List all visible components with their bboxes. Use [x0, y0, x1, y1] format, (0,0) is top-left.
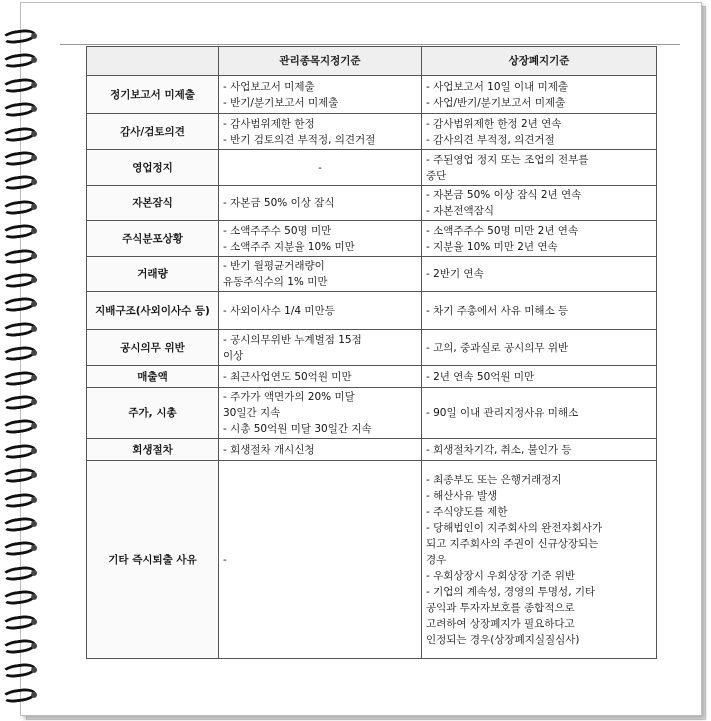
spiral-ring	[1, 320, 36, 338]
row-criterion-label: 기타 즉시퇴출 사유	[87, 461, 219, 659]
delisting-criteria-cell	[422, 461, 657, 659]
managed-criteria-cell	[219, 221, 422, 257]
spiral-ring	[1, 345, 36, 363]
delisting-criteria-cell	[422, 439, 657, 461]
header-delisting-criteria: 상장폐지기준	[422, 47, 657, 76]
delisting-criteria-line: - 사업/반기/분기보고서 미제출	[426, 96, 566, 109]
row-criterion-label: 회생절차	[87, 439, 219, 461]
managed-criteria-cell	[219, 461, 422, 659]
managed-criteria-cell	[219, 150, 422, 186]
top-rule	[60, 44, 680, 45]
delisting-criteria-cell	[422, 388, 657, 439]
spiral-ring	[1, 662, 36, 680]
delisting-criteria-cell	[422, 366, 657, 388]
spiral-ring	[1, 638, 36, 656]
delisting-criteria-line: - 주식양도를 제한	[426, 505, 508, 518]
table-row	[87, 366, 657, 388]
delisting-criteria-line: - 90일 이내 관리지정사유 미해소	[426, 407, 579, 419]
spiral-ring	[1, 52, 36, 70]
spiral-ring	[1, 247, 36, 265]
delisting-criteria-cell	[422, 150, 657, 186]
row-criterion-label: 주가, 시총	[87, 388, 219, 439]
managed-criteria-line: - 소액주주수 50명 미만	[223, 224, 332, 237]
delisting-criteria-line: - 기업의 계속성, 경영의 투명성, 기타	[426, 585, 596, 598]
spiral-ring	[1, 394, 36, 412]
delisting-criteria-line: - 주된영업 정지 또는 조업의 전부를	[426, 153, 589, 166]
delisting-criteria-line: - 최종부도 또는 은행거래정지	[426, 473, 562, 486]
table-row	[87, 186, 657, 221]
managed-criteria-line: - 반기 검토의견 부적정, 의견거절	[223, 133, 376, 146]
managed-criteria-line: - 주가가 액면가의 20% 미달	[223, 391, 355, 403]
managed-criteria-line: - 공시의무위반 누계벌점 15점	[223, 333, 362, 346]
managed-criteria-line: 이상	[223, 349, 244, 362]
table-row	[87, 150, 657, 186]
row-criterion-label: 주식분포상황	[87, 221, 219, 257]
delisting-criteria-line: - 자본금 50% 이상 잠식 2년 연속	[426, 189, 582, 201]
managed-criteria-line: - 반기/분기보고서 미제출	[223, 96, 339, 109]
spiral-ring	[1, 223, 36, 241]
delisting-criteria-line: - 지분율 10% 미만 2년 연속	[426, 240, 558, 253]
delisting-criteria-cell	[422, 257, 657, 292]
managed-criteria-line: - 회생절차 개시신청	[223, 443, 315, 456]
managed-criteria-cell	[219, 330, 422, 366]
managed-criteria-cell	[219, 439, 422, 461]
criteria-table-container	[86, 46, 656, 659]
spiral-ring	[1, 272, 36, 290]
managed-criteria-line: -	[318, 161, 322, 174]
spiral-ring	[1, 442, 36, 460]
delisting-criteria-cell	[422, 292, 657, 330]
managed-criteria-line: 유동주식수의 1% 미만	[223, 276, 328, 288]
delisting-criteria-line: - 우회상장시 우회상장 기준 위반	[426, 569, 575, 582]
spiral-ring	[1, 540, 36, 558]
managed-criteria-line: - 사외이사수 1/4 미만등	[223, 304, 335, 317]
delisting-criteria-line: 되고 지주회사의 주권이 신규상장되는	[426, 537, 599, 550]
spiral-ring	[1, 76, 36, 94]
spiral-ring	[1, 125, 36, 143]
spiral-ring	[1, 516, 36, 534]
row-criterion-label: 공시의무 위반	[87, 330, 219, 366]
spiral-ring	[1, 101, 36, 119]
table-row	[87, 388, 657, 439]
delisting-criteria-cell	[422, 76, 657, 114]
delisting-criteria-cell	[422, 186, 657, 221]
delisting-criteria-line: 경우	[426, 553, 447, 566]
managed-criteria-line: - 자본금 50% 이상 잠식	[223, 197, 335, 209]
delisting-criteria-line: - 2년 연속 50억원 미만	[426, 370, 535, 383]
table-row	[87, 292, 657, 330]
delisting-criteria-line: - 해산사유 발생	[426, 489, 498, 502]
row-criterion-label: 정기보고서 미제출	[87, 76, 219, 114]
spiral-ring	[1, 613, 36, 631]
spiral-ring	[1, 564, 36, 582]
row-criterion-label: 감사/검토의견	[87, 114, 219, 150]
managed-criteria-cell	[219, 388, 422, 439]
delisting-criteria-cell	[422, 330, 657, 366]
table-row	[87, 221, 657, 257]
managed-criteria-line: - 소액주주 지분율 10% 미만	[223, 240, 355, 253]
managed-criteria-cell	[219, 292, 422, 330]
header-corner	[87, 47, 219, 76]
delisting-criteria-line: - 감사범위제한 한정 2년 연속	[426, 117, 562, 130]
delisting-criteria-line: 공익과 투자자보호를 종합적으로	[426, 601, 575, 614]
delisting-criteria-line: - 감사의견 부적정, 의견거절	[426, 133, 555, 146]
row-criterion-label: 영업정지	[87, 150, 219, 186]
table-row	[87, 330, 657, 366]
table-header-row	[87, 47, 657, 76]
header-managed-criteria: 관리종목지정기준	[219, 47, 422, 76]
managed-criteria-cell	[219, 76, 422, 114]
spiral-ring	[1, 150, 36, 168]
delisting-criteria-line: - 당해법인이 지주회사의 완전자회사가	[426, 521, 603, 534]
managed-criteria-line: -	[223, 553, 227, 566]
spiral-ring	[1, 28, 36, 46]
delisting-criteria-line: - 고의, 중과실로 공시의무 위반	[426, 341, 569, 354]
spiral-ring	[1, 491, 36, 509]
delisting-criteria-line: - 소액주주수 50명 미만 2년 연속	[426, 224, 579, 237]
delisting-criteria-line: - 차기 주총에서 사유 미해소 등	[426, 304, 569, 317]
spiral-ring	[1, 174, 36, 192]
criteria-table	[86, 46, 657, 659]
spiral-ring	[1, 686, 36, 704]
managed-criteria-line: - 반기 월평균거래량이	[223, 260, 325, 272]
managed-criteria-line: 30일간 지속	[223, 407, 281, 419]
spiral-binding	[0, 0, 44, 721]
spiral-ring	[1, 198, 36, 216]
spiral-ring	[1, 418, 36, 436]
delisting-criteria-line: - 회생절차기각, 취소, 불인가 등	[426, 443, 572, 456]
delisting-criteria-line: 중단	[426, 169, 447, 182]
row-criterion-label: 자본잠식	[87, 186, 219, 221]
spiral-ring	[1, 296, 36, 314]
managed-criteria-cell	[219, 186, 422, 221]
managed-criteria-line: - 감사범위제한 한정	[223, 117, 315, 130]
delisting-criteria-cell	[422, 221, 657, 257]
delisting-criteria-line: - 자본전액잠식	[426, 205, 494, 217]
row-criterion-label: 거래량	[87, 257, 219, 292]
delisting-criteria-line: 인정되는 경우(상장폐지실질심사)	[426, 633, 580, 646]
managed-criteria-cell	[219, 114, 422, 150]
delisting-criteria-line: - 2반기 연속	[426, 268, 484, 280]
managed-criteria-line: - 최근사업연도 50억원 미만	[223, 370, 352, 383]
row-criterion-label: 지배구조(사외이사수 등)	[87, 292, 219, 330]
managed-criteria-cell	[219, 257, 422, 292]
managed-criteria-line: - 시총 50억원 미달 30일간 지속	[223, 423, 372, 435]
table-row	[87, 257, 657, 292]
spiral-ring	[1, 369, 36, 387]
table-row	[87, 461, 657, 659]
spiral-ring	[1, 467, 36, 485]
table-row	[87, 439, 657, 461]
spiral-ring	[1, 589, 36, 607]
table-row	[87, 76, 657, 114]
row-criterion-label: 매출액	[87, 366, 219, 388]
table-row	[87, 114, 657, 150]
delisting-criteria-cell	[422, 114, 657, 150]
delisting-criteria-line: 고려하여 상장폐지가 필요하다고	[426, 617, 575, 630]
delisting-criteria-line: - 사업보고서 10일 이내 미제출	[426, 80, 569, 93]
managed-criteria-cell	[219, 366, 422, 388]
managed-criteria-line: - 사업보고서 미제출	[223, 80, 315, 93]
